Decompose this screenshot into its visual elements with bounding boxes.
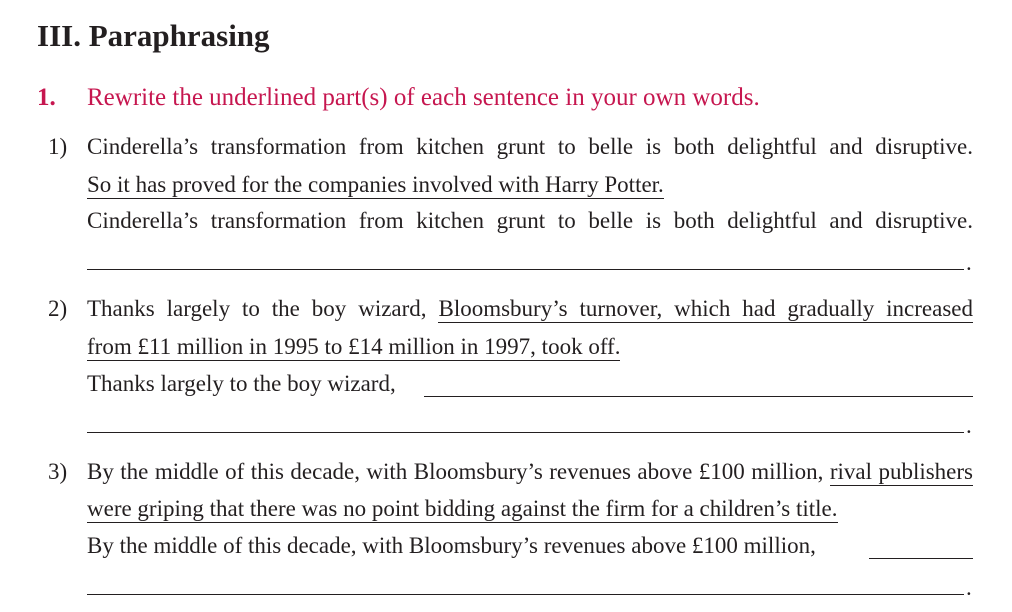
item-number: 2) (48, 296, 68, 321)
plain-text: Thanks largely to the boy wizard, (87, 296, 439, 321)
underlined-text: So it has proved for the companies involved with Harry Potter. (87, 172, 664, 197)
item-3-rewrite-prefix: By the middle of this decade, with Bloomsbury’s revenues above £100 million, (87, 533, 816, 558)
item-3-underlined-part (87, 496, 838, 522)
item-1-sentence: Cinderella’s transformation from kitchen grunt to belle is both delightful and disruptive. (87, 134, 973, 159)
item-3-end-period: . (966, 575, 972, 600)
item-3-answer-blank[interactable] (87, 594, 964, 595)
item-number: 1) (48, 134, 68, 159)
item-2-sentence (87, 296, 973, 322)
underlined-text: Bloomsbury’s turnover, which had gradually increased (438, 296, 973, 321)
instruction-text: Rewrite the underlined part(s) of each sentence in your own words. (87, 84, 760, 111)
item-2-answer-blank[interactable] (87, 432, 964, 433)
plain-text: By the middle of this decade, with Bloomsbury’s revenues above £100 million, (87, 459, 830, 484)
item-2-answer-blank-inline[interactable] (424, 396, 973, 397)
item-1-end-period: . (966, 250, 972, 275)
item-number: 3) (48, 459, 68, 484)
instruction (37, 84, 760, 112)
item-3-sentence (87, 459, 973, 485)
item-2-end-period: . (966, 413, 972, 438)
underlined-text: from £11 million in 1995 to £14 million in 1997, took off. (87, 334, 621, 359)
item-3-answer-blank-inline[interactable] (869, 558, 973, 559)
instruction-number: 1. (37, 84, 56, 111)
item-1-underlined-part (87, 172, 664, 198)
underlined-text: rival publishers (829, 459, 973, 484)
item-2-rewrite-prefix: Thanks largely to the boy wizard, (87, 371, 396, 396)
item-1-rewrite-prefix: Cinderella’s transformation from kitchen grunt to belle is both delightful and disruptive. (87, 208, 973, 233)
item-1-answer-blank[interactable] (87, 269, 964, 270)
underlined-text: were griping that there was no point bidding against the firm for a children’s title. (87, 496, 838, 521)
section-title: III. Paraphrasing (37, 18, 270, 53)
item-2-underlined-part (87, 334, 620, 360)
